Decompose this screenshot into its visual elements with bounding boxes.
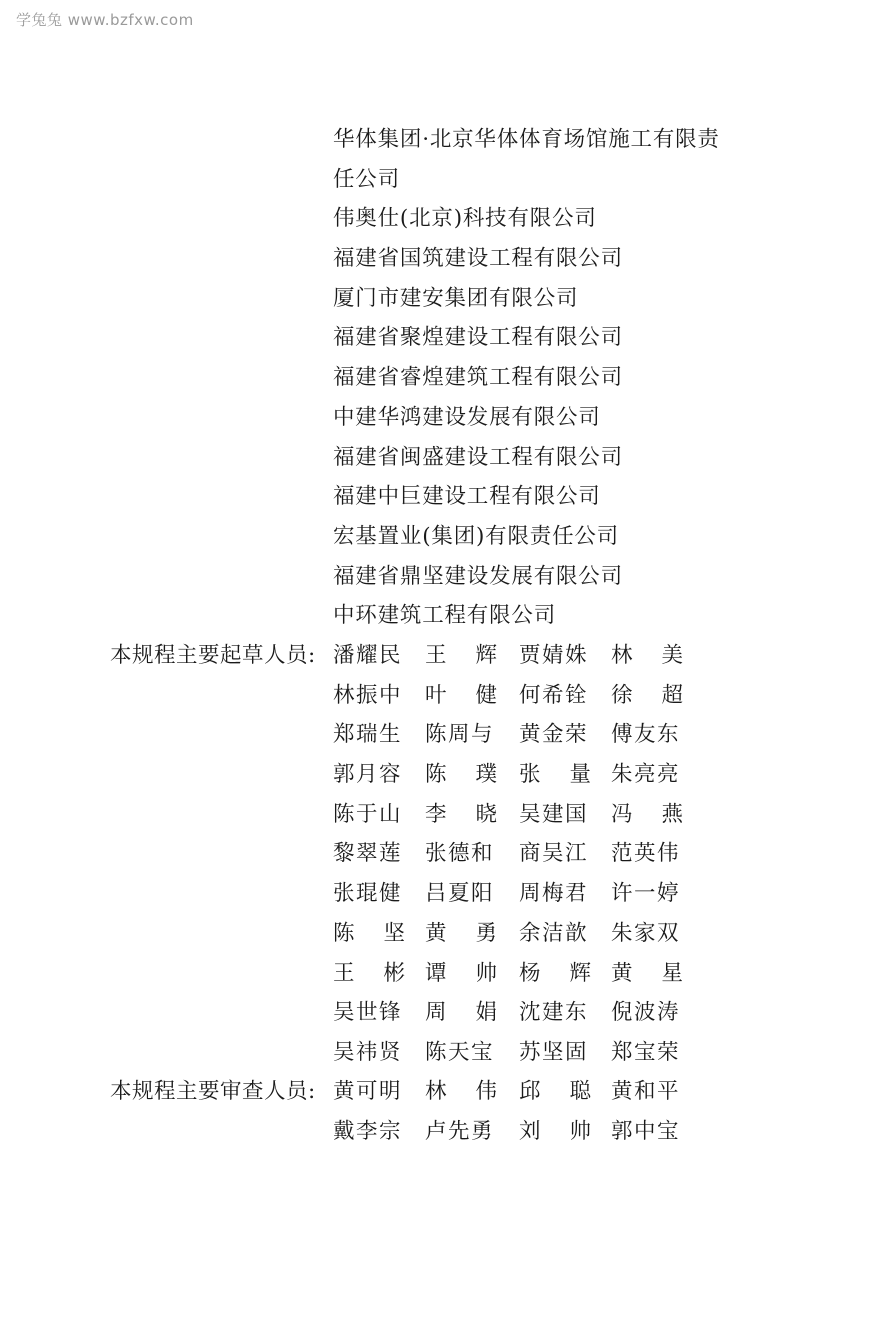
person-name: 刘 帅 — [519, 1118, 591, 1144]
person-name: 朱亮亮 — [611, 762, 681, 788]
person-name: 吴世锋 — [333, 1000, 403, 1026]
reviewers-label: 本规程主要审查人员: — [110, 1079, 316, 1104]
organization-item: 福建省国筑建设工程有限公司 — [333, 246, 623, 272]
drafters-names — [0, 636, 880, 1073]
names-row — [0, 676, 880, 716]
person-name: 苏坚固 — [519, 1039, 589, 1065]
names-row — [0, 1072, 880, 1112]
person-name: 朱家双 — [611, 920, 681, 946]
person-name: 徐 超 — [611, 682, 683, 708]
person-name: 林 美 — [611, 643, 683, 668]
person-name: 范英伟 — [611, 841, 681, 867]
person-name: 商吴江 — [519, 841, 589, 867]
organization-item: 福建省聚煌建设工程有限公司 — [333, 325, 623, 351]
participating-organizations-list — [333, 120, 793, 636]
organization-item: 福建省闽盛建设工程有限公司 — [333, 444, 623, 470]
organization-item: 福建中巨建设工程有限公司 — [333, 484, 601, 510]
person-name: 沈建东 — [519, 1000, 589, 1026]
person-name: 王 彬 — [333, 960, 405, 986]
organization-item: 华体集团·北京华体体育场馆施工有限责 — [333, 127, 720, 152]
person-name: 黎翠莲 — [333, 841, 403, 867]
person-name: 谭 帅 — [425, 960, 497, 986]
names-row — [0, 874, 880, 914]
names-row — [0, 914, 880, 954]
organization-item: 福建省睿煌建筑工程有限公司 — [333, 365, 623, 391]
person-name: 陈周与 — [425, 722, 495, 748]
person-name: 许一婷 — [611, 881, 681, 907]
person-name: 林 伟 — [425, 1079, 497, 1104]
person-name: 张 量 — [519, 762, 591, 788]
person-name: 周梅君 — [519, 881, 589, 907]
person-name: 邱 聪 — [519, 1079, 591, 1104]
drafters-section — [0, 636, 880, 1073]
person-name: 倪波涛 — [611, 1000, 681, 1026]
person-name: 何希铨 — [519, 682, 589, 708]
person-name: 戴李宗 — [333, 1118, 403, 1144]
person-name: 叶 健 — [425, 682, 497, 708]
organization-item: 中建华鸿建设发展有限公司 — [333, 404, 601, 430]
person-name: 陈 坚 — [333, 920, 405, 946]
person-name: 黄 星 — [611, 960, 683, 986]
names-row — [0, 1033, 880, 1073]
reviewers-section — [0, 1072, 880, 1151]
organization-item: 厦门市建安集团有限公司 — [333, 285, 579, 311]
names-row — [0, 834, 880, 874]
person-name: 余洁歆 — [519, 920, 589, 946]
names-row — [0, 954, 880, 994]
drafters-label: 本规程主要起草人员: — [110, 643, 316, 668]
names-row — [0, 636, 880, 676]
person-name: 张德和 — [425, 841, 495, 867]
person-name: 潘耀民 — [333, 643, 403, 668]
names-row — [0, 795, 880, 835]
person-name: 陈天宝 — [425, 1039, 495, 1065]
organization-item: 中环建筑工程有限公司 — [333, 603, 557, 629]
watermark: 学兔兔 www.bzfxw.com — [16, 11, 194, 29]
person-name: 陈于山 — [333, 801, 403, 827]
names-row — [0, 1112, 880, 1152]
person-name: 郑瑞生 — [333, 722, 403, 748]
person-name: 黄 勇 — [425, 920, 497, 946]
names-row — [0, 755, 880, 795]
organization-item: 伟奥仕(北京)科技有限公司 — [333, 206, 597, 232]
person-name: 郭中宝 — [611, 1118, 681, 1144]
person-name: 贾婧姝 — [519, 643, 589, 668]
person-name: 张琨健 — [333, 881, 403, 907]
person-name: 黄和平 — [611, 1079, 681, 1104]
organization-item: 任公司 — [333, 166, 400, 192]
organization-item: 宏基置业(集团)有限责任公司 — [333, 523, 619, 549]
person-name: 黄金荣 — [519, 722, 589, 748]
person-name: 杨 辉 — [519, 960, 591, 986]
organization-item: 福建省鼎坚建设发展有限公司 — [333, 563, 623, 589]
person-name: 周 娟 — [425, 1000, 497, 1026]
person-name: 陈 璞 — [425, 762, 497, 788]
reviewers-names — [0, 1072, 880, 1151]
person-name: 吴祎贤 — [333, 1039, 403, 1065]
person-name: 傅友东 — [611, 722, 681, 748]
person-name: 卢先勇 — [425, 1118, 495, 1144]
person-name: 冯 燕 — [611, 801, 683, 827]
person-name: 郑宝荣 — [611, 1039, 681, 1065]
person-name: 王 辉 — [425, 643, 497, 668]
names-row — [0, 993, 880, 1033]
names-row — [0, 715, 880, 755]
person-name: 吴建国 — [519, 801, 589, 827]
person-name: 黄可明 — [333, 1079, 403, 1104]
person-name: 吕夏阳 — [425, 881, 495, 907]
person-name: 李 晓 — [425, 801, 497, 827]
person-name: 郭月容 — [333, 762, 403, 788]
person-name: 林振中 — [333, 682, 403, 708]
